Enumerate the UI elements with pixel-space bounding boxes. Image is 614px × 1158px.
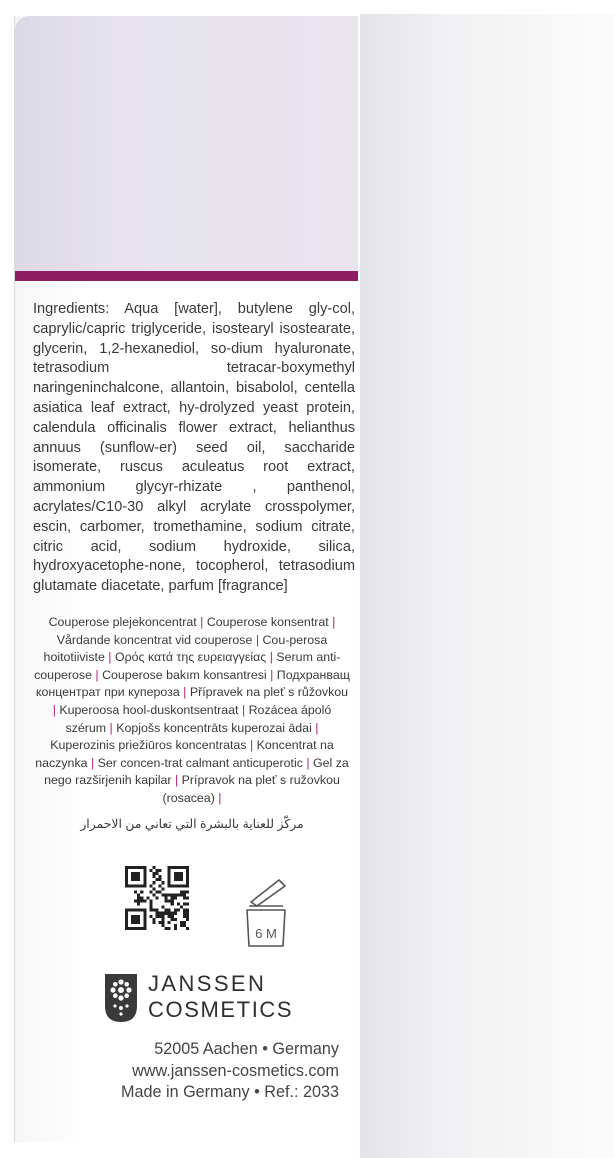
name-separator: |: [52, 702, 60, 717]
product-name: Prípravok na pleť s ružovkou (rosacea): [162, 773, 340, 805]
ingredients-text: Ingredients: Aqua [water], butylene gly-col, caprylic/capric triglyceride, isostearyl isostearate, glycerin, 1,2-hexanediol, so-dium hyaluronate, tetrasodium tetracar-boxymethyl naringeninchalcone, allantoin, bisabolol, centella asiatica leaf extract, hy-drolyzed yeast protein, calendula officinalis flower extract, helianthus annuus (sunflow-er) seed oil, saccharide isomerate, ruscus aculeatus root extract, ammonium glycyr-rhizate , panthenol, acrylates/C10-30 alkyl acrylate crosspolymer, escin, carbomer, tromethamine, sodium citrate, citric acid, sodium hydroxide, silica, hydroxyacetophe-none, tocopherol, tetrasodium glutamate diacetate, parfum [fragrance]: [33, 301, 355, 595]
name-separator: |: [311, 720, 319, 735]
name-separator: |: [179, 685, 190, 700]
qr-code-icon: [125, 866, 189, 930]
product-name: Přípravek na pleť s růžovkou: [189, 685, 349, 700]
brand-name-line2: COSMETICS: [148, 997, 294, 1022]
name-separator: |: [87, 755, 98, 770]
name-separator: |: [246, 738, 257, 753]
name-separator: |: [91, 667, 103, 682]
name-separator: |: [104, 650, 115, 665]
name-separator: |: [266, 650, 277, 665]
product-name: Gel za nego razširjenih kapilar: [44, 755, 349, 788]
name-separator: |: [238, 702, 249, 717]
name-separator: |: [266, 667, 277, 682]
name-separator: |: [302, 755, 313, 770]
product-name: Couperose plejekoncentrat: [48, 615, 197, 629]
name-separator: |: [106, 720, 117, 735]
pao-label: 6 M: [255, 926, 277, 941]
product-name: Ser concen-trat calmant anticuperotic: [97, 755, 303, 770]
product-name: Kuperozinis priežiūros koncentratas: [50, 738, 247, 753]
address-website: www.janssen-cosmetics.com: [132, 1061, 339, 1080]
product-name: Cou-perosa hoitotiiviste: [43, 632, 328, 665]
magenta-stripe: [15, 271, 358, 281]
address-made-in: Made in Germany • Ref.: 2033: [120, 1083, 339, 1101]
address-block: [43, 1039, 339, 1104]
name-separator: |: [196, 615, 207, 629]
product-name: Koncentrat na naczynka: [35, 738, 334, 770]
product-name-arabic: مركّز للعناية بالبشرة التي تعاني من الاحمرار: [80, 817, 304, 831]
lavender-top-band: [15, 16, 358, 271]
product-box-panel: [14, 16, 358, 1142]
product-name: Couperose konsentrat: [206, 615, 329, 629]
product-name: Serum anti-couperose: [34, 650, 341, 682]
product-name: Vårdande koncentrat vid couperose: [56, 632, 253, 647]
background-shadow: [360, 14, 614, 1158]
product-name: Kuperoosa hool-duskontsentraat: [59, 702, 239, 717]
product-name: Подхранващ концентрат при купероза: [35, 667, 350, 700]
product-names-multilingual: [33, 614, 351, 808]
name-separator: |: [328, 615, 336, 629]
product-name: Kopjošs koncentrāts kuperozai ādai: [116, 720, 312, 735]
product-name: Couperose bakım konsantresi: [102, 667, 267, 682]
address-city: 52005 Aachen • Germany: [154, 1040, 339, 1058]
open-jar-pao-icon: [239, 872, 291, 948]
janssen-flower-logo-icon: [103, 972, 139, 1024]
product-name: Ορός κατά της ευρειαγγείας: [114, 650, 267, 665]
name-separator: |: [252, 632, 263, 647]
product-name: Rozácea ápoló szérum: [65, 702, 332, 735]
brand-name-line1: JANSSEN: [148, 971, 267, 996]
name-separator: |: [214, 790, 222, 805]
name-separator: |: [171, 773, 182, 788]
